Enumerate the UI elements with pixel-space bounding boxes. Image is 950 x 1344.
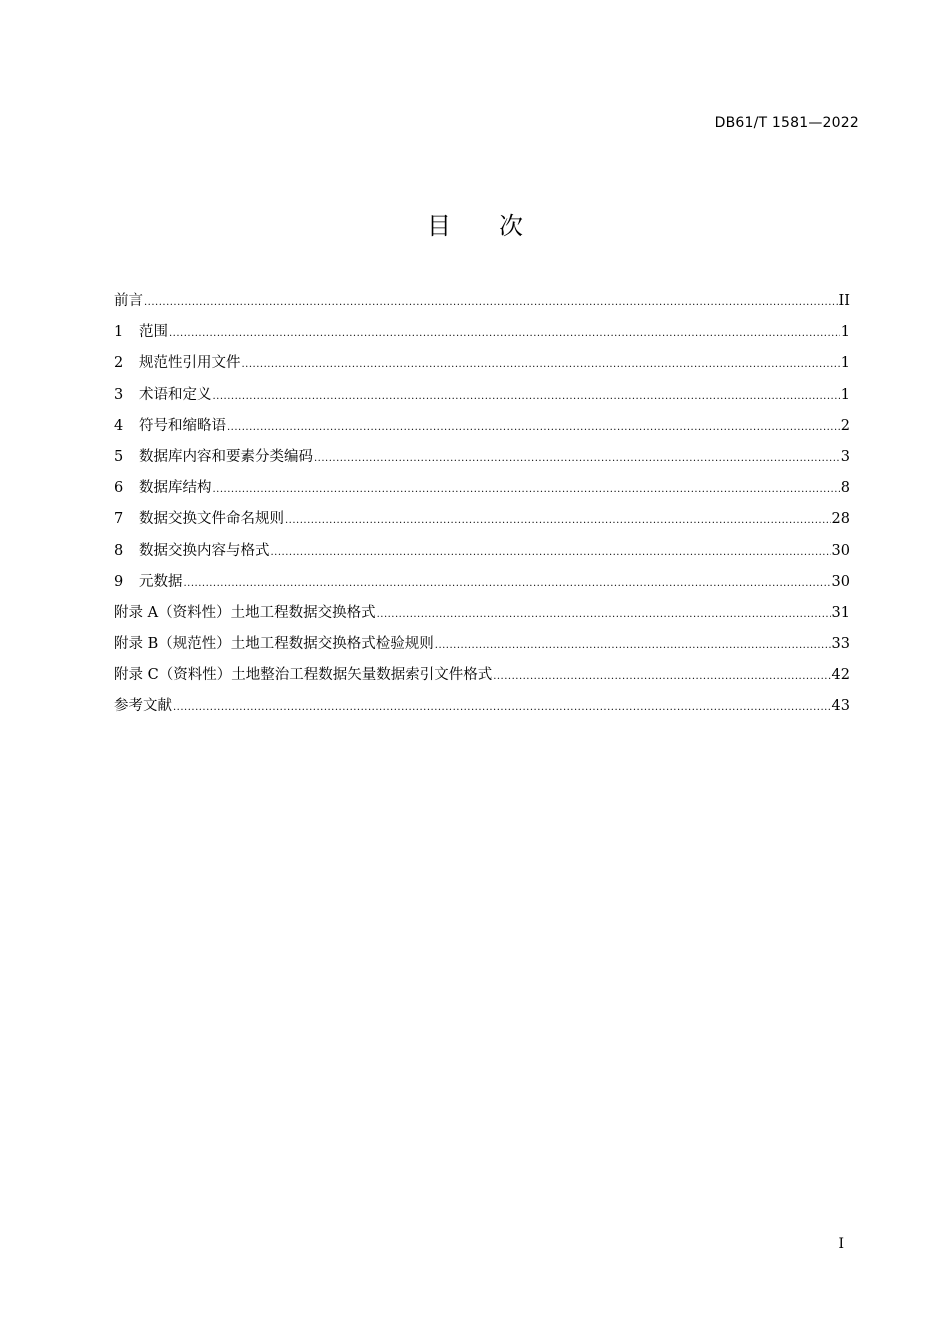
toc-entry-page: 33: [831, 636, 850, 653]
toc-entry-label: 附录 B（规范性）土地工程数据交换格式检验规则: [114, 636, 434, 653]
document-code: DB61/T 1581—2022: [714, 115, 859, 131]
toc-leader: [213, 381, 840, 412]
toc-entry-label: 前言: [114, 293, 143, 309]
toc-entry[interactable]: [114, 348, 850, 379]
toc-entry-page: 2: [840, 417, 850, 434]
toc-leader: [213, 474, 840, 505]
toc-entry-page: 42: [831, 667, 850, 684]
toc-entry-page: 3: [840, 448, 850, 465]
toc-entry-label: 数据交换文件命名规则: [139, 511, 284, 528]
toc-entry[interactable]: [114, 473, 850, 504]
toc-entry-number: 1: [114, 324, 124, 341]
toc-entry-page: 8: [840, 480, 850, 497]
toc-leader: [173, 692, 831, 723]
toc-entry[interactable]: [114, 691, 850, 722]
toc-entry-number: 5: [114, 448, 124, 465]
toc-entry-number: 8: [114, 542, 124, 559]
toc-entry[interactable]: [114, 536, 850, 567]
toc-entry-page: II: [838, 293, 850, 309]
toc-leader: [242, 349, 840, 380]
toc-entry-label: 规范性引用文件: [139, 355, 241, 372]
toc-entry-label: 数据库结构: [139, 480, 212, 497]
toc-entry-label: 术语和定义: [139, 386, 212, 403]
toc-leader: [184, 568, 831, 599]
toc-leader: [169, 318, 840, 349]
toc-leader: [493, 661, 830, 692]
toc-list: [114, 286, 850, 723]
toc-entry[interactable]: [114, 629, 850, 660]
toc-entry-number: 6: [114, 480, 124, 497]
toc-entry-number: 9: [114, 573, 124, 590]
toc-entry-label: 范围: [139, 324, 168, 341]
toc-leader: [285, 505, 831, 536]
toc-entry-page: 30: [831, 542, 850, 559]
toc-leader: [271, 537, 831, 568]
toc-entry-label: 数据库内容和要素分类编码: [139, 448, 313, 465]
toc-leader: [144, 287, 838, 318]
toc-title-part2: 次: [499, 212, 523, 240]
toc-entry-label: 数据交换内容与格式: [139, 542, 270, 559]
toc-leader: [227, 412, 840, 443]
toc-leader: [435, 630, 831, 661]
toc-leader: [377, 599, 831, 630]
toc-entry-page: 30: [831, 573, 850, 590]
toc-entry-label: 元数据: [139, 573, 183, 590]
toc-entry[interactable]: [114, 660, 850, 691]
toc-leader: [314, 443, 840, 474]
toc-entry-page: 28: [831, 511, 850, 528]
page-number: I: [838, 1236, 844, 1252]
toc-entry[interactable]: [114, 442, 850, 473]
toc-entry[interactable]: [114, 380, 850, 411]
toc-entry-label: 参考文献: [114, 698, 172, 715]
toc-entry-number: 7: [114, 511, 124, 528]
toc-entry[interactable]: [114, 567, 850, 598]
toc-entry-label: 附录 A（资料性）土地工程数据交换格式: [114, 604, 376, 621]
toc-entry-number: 4: [114, 417, 124, 434]
toc-entry-page: 31: [831, 604, 850, 621]
toc-title: [0, 206, 950, 241]
toc-entry-page: 1: [840, 324, 850, 341]
toc-entry-page: 43: [831, 698, 850, 715]
toc-entry-page: 1: [840, 355, 850, 372]
toc-entry-label: 附录 C（资料性）土地整治工程数据矢量数据索引文件格式: [114, 667, 493, 684]
toc-entry-number: 2: [114, 355, 124, 372]
toc-entry-number: 3: [114, 386, 124, 403]
toc-entry[interactable]: [114, 286, 850, 317]
toc-entry[interactable]: [114, 504, 850, 535]
toc-title-part1: 目: [427, 212, 451, 240]
toc-entry-page: 1: [840, 386, 850, 403]
toc-entry[interactable]: [114, 411, 850, 442]
toc-entry-label: 符号和缩略语: [139, 417, 226, 434]
toc-entry[interactable]: [114, 317, 850, 348]
toc-entry[interactable]: [114, 598, 850, 629]
